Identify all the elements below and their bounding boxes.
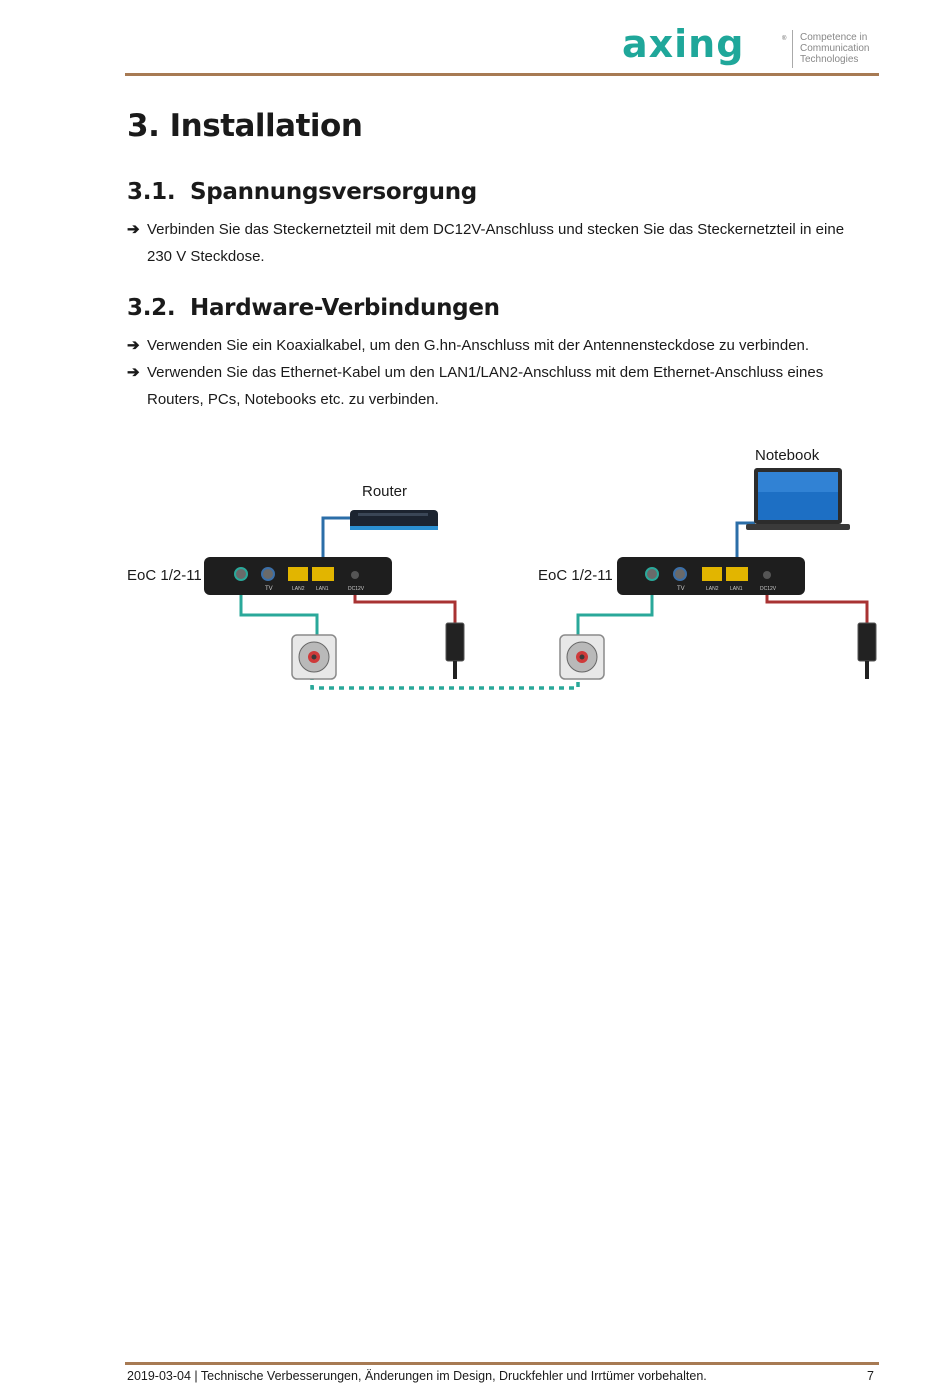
port-label-lan2: LAN2 (292, 586, 305, 592)
arrow-icon: ➔ (127, 337, 140, 354)
logo-wordmark: axing (622, 22, 745, 66)
tagline-line: Technologies (800, 54, 859, 65)
bullet-text: Verbinden Sie das Steckernetzteil mit dem DC12V-Anschluss und stecken Sie das Steckernetzteil in eine 230 V Steckdose. (147, 221, 845, 265)
label-device-left: EoC 1/2-11 (127, 567, 202, 584)
tagline-line: Competence in (800, 32, 868, 43)
coax-link-dotted (312, 675, 578, 688)
footer-rule (125, 1362, 879, 1365)
company-logo (622, 22, 882, 72)
arrow-icon: ➔ (127, 364, 140, 381)
logo-tagline (800, 32, 869, 65)
antenna-socket-left (292, 635, 336, 679)
antenna-socket-right (560, 635, 604, 679)
header-rule (125, 73, 879, 76)
port-label-lan1: LAN1 (316, 586, 329, 592)
bullet-text: Verwenden Sie ein Koaxialkabel, um den G.hn-Anschluss mit der Antennensteckdose zu verbinden. (147, 337, 810, 354)
section-title: Hardware-Verbindungen (190, 295, 500, 321)
port-label-tv: TV (677, 586, 685, 592)
tagline-line: Communication (800, 43, 870, 54)
section-number: 3.1. (127, 179, 176, 205)
label-router: Router (362, 483, 408, 500)
port-label-tv: TV (265, 586, 273, 592)
router-icon (350, 510, 438, 530)
port-label-dc12v: DC12V (348, 586, 365, 592)
section-heading (127, 179, 477, 205)
logo-divider (792, 30, 793, 68)
instruction-bullet (127, 332, 867, 359)
power-adapter-left (446, 623, 464, 679)
section-title: Spannungsversorgung (190, 179, 477, 205)
bullet-text: Verwenden Sie das Ethernet-Kabel um den LAN1/LAN2-Anschluss mit dem Ethernet-Anschluss eines Routers, PCs, Notebooks etc. zu verbinden. (147, 364, 824, 408)
footer-disclaimer: 2019-03-04 | Technische Verbesserungen, Änderungen im Design, Druckfehler und Irrtümer vorbehalten. (127, 1369, 707, 1383)
label-notebook: Notebook (755, 447, 820, 464)
eoc-device-right (617, 557, 805, 595)
port-label-lan1: LAN1 (730, 586, 743, 592)
connection-diagram (120, 440, 880, 700)
notebook-icon (746, 468, 850, 530)
section-heading (127, 295, 500, 321)
logo-registered-mark: ® (782, 36, 787, 42)
eoc-device-left (204, 557, 392, 595)
port-label-lan2: LAN2 (706, 586, 719, 592)
section-number: 3.2. (127, 295, 176, 321)
instruction-bullet (127, 216, 867, 270)
port-label-dc12v: DC12V (760, 586, 777, 592)
page-number: 7 (867, 1369, 874, 1383)
power-adapter-right (858, 623, 876, 679)
page-title: 3. Installation (127, 108, 363, 144)
label-device-right: EoC 1/2-11 (538, 567, 613, 584)
arrow-icon: ➔ (127, 221, 140, 238)
instruction-bullet (127, 359, 867, 413)
diagram-graphic (120, 440, 880, 700)
